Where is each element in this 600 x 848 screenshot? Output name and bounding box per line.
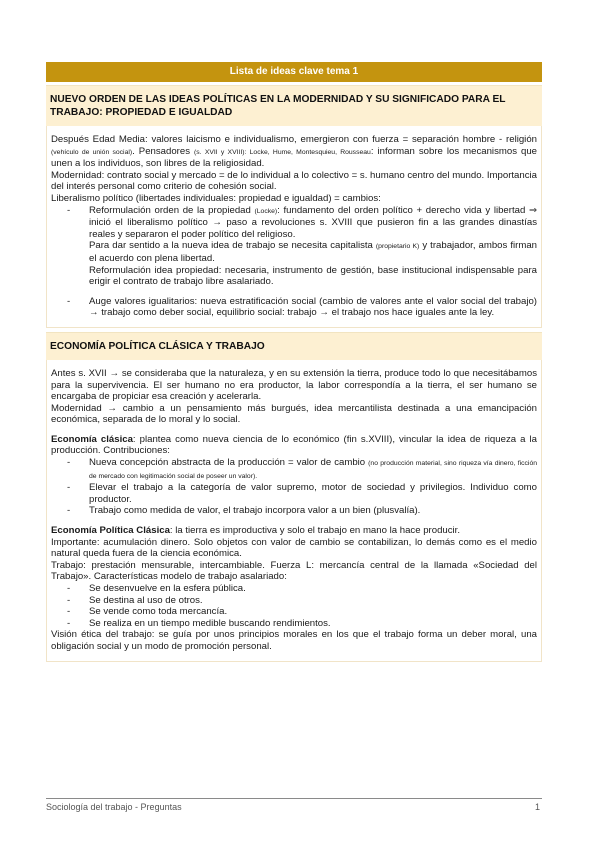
page-footer (46, 798, 542, 812)
list-item: - Se vende como toda mercancía. (51, 606, 537, 618)
section-body-economia (46, 360, 542, 662)
paragraph: Visión ética del trabajo: se guía por unos principios morales en los que el trabajo forma un deber moral, una obligación social y un modo de promoción personal. (51, 629, 537, 652)
footer-text: Sociología del trabajo - Preguntas (46, 802, 182, 812)
list-item: - Nueva concepción abstracta de la producción = valor de cambio (no producción material, sino riqueza vía dinero, ficción de mercado con legitimación social de poseer un valor). (51, 457, 537, 482)
list-item: - Se destina al uso de otros. (51, 595, 537, 607)
list-item-continuation: Para dar sentido a la nueva idea de trabajo se necesita capitalista (propietario K) y trabajador, ambos firman el acuerdo con plena libertad. (89, 240, 537, 264)
paragraph: Importante: acumulación dinero. Solo objetos con valor de cambio se contabilizan, lo demás como es el medio natural queda fuera de la ciencia económica. (51, 536, 537, 560)
list-item: - Elevar el trabajo a la categoría de valor supremo, motor de sociedad y privilegios. Individuo como productor. (51, 482, 537, 505)
page-number: 1 (534, 802, 540, 812)
section-body-modernidad (46, 126, 542, 328)
list-item: - Auge valores igualitarios: nueva estratificación social (cambio de valores ante el valor social del trabajo) → trabajo como deber social, equilibrio social: trabajo → el trabajo nos hace iguales ante la ley. (51, 296, 537, 319)
paragraph: Modernidad: contrato social y mercado = de lo individual a lo colectivo = s. humano centro del mundo. Importancia del interés personal como criterio de cohesión social. (51, 169, 537, 193)
list-item: - Trabajo como medida de valor, el trabajo incorpora valor a un bien (plusvalía). (51, 505, 537, 517)
paragraph: Después Edad Media: valores laicismo e individualismo, emergieron con fuerza = separación hombre - religión (vehículo de unión social). Pensadores (s. XVII y XVIII): Locke, Hume, Montesquieu, Rousseau: informan sobre los mecanismos que unen a los individuos, son libres de la religiosidad. (51, 134, 538, 170)
list-item: - Reformulación orden de la propiedad (Locke): fundamento del orden político + derecho vida y libertad ⇒ inició el liberalismo político → paso a revoluciones s. XVIII que pusieron fin a las grandes dinastías reales y separaron el poder político del religioso. (51, 205, 537, 241)
bullet-list (51, 205, 537, 319)
bullet-list (51, 583, 537, 629)
list-item: - Se realiza en un tiempo medible buscando rendimientos. (51, 618, 537, 630)
paragraph: Trabajo: prestación mensurable, intercambiable. Fuerza L: mercancía central de la llamada «Sociedad del Trabajo». Características modelo de trabajo asalariado: (51, 559, 537, 583)
section-heading-economia: ECONOMÍA POLÍTICA CLÁSICA Y TRABAJO (46, 332, 542, 360)
list-item: - Se desenvuelve en la esfera pública. (51, 583, 537, 595)
page-title: Lista de ideas clave tema 1 (46, 62, 542, 82)
bullet-list (51, 457, 537, 517)
page-content (46, 62, 542, 662)
paragraph: Economía clásica: plantea como nueva ciencia de lo económico (fin s.XVIII), vincular la idea de riqueza a la producción. Contribuciones: (51, 433, 537, 457)
paragraph: Antes s. XVII → se consideraba que la naturaleza, y en su extensión la tierra, produce todo lo que necesitábamos para la supervivencia. El ser humano no era productor, la labor correspondía a la tierra, el ser humano se encargaba de propiciar esa creación y acelerarla. (51, 367, 537, 403)
paragraph: Economía Política Clásica: la tierra es improductiva y solo el trabajo en mano la hace producir. (51, 525, 460, 537)
paragraph: Liberalismo político (libertades individuales: propiedad e igualdad) = cambios: (51, 192, 381, 204)
paragraph: Modernidad → cambio a un pensamiento más burgués, idea mercantilista destinada a una emancipación económica, separada de lo moral y lo social. (51, 402, 537, 426)
list-item-continuation: Reformulación idea propiedad: necesaria, instrumento de gestión, base institucional indispensable para erigir el contrato de trabajo libre asalariado. (89, 264, 537, 288)
section-heading-modernidad: NUEVO ORDEN DE LAS IDEAS POLÍTICAS EN LA MODERNIDAD Y SU SIGNIFICADO PARA EL TRABAJO: PROPIEDAD E IGUALDAD (46, 85, 542, 126)
